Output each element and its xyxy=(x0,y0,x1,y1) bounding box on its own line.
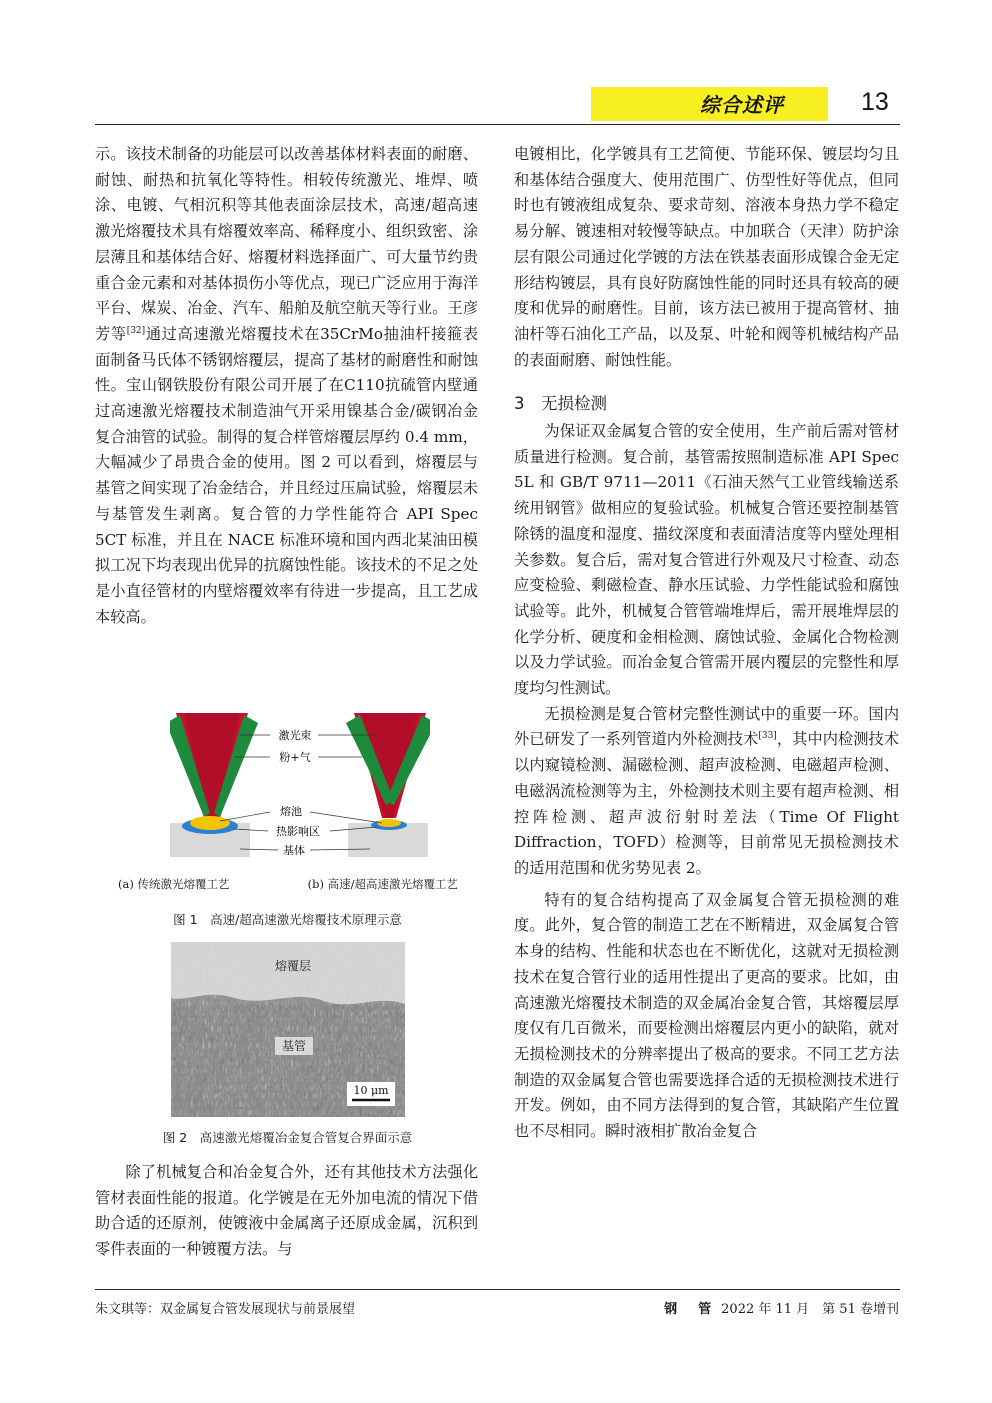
figure-1b-caption: (b) 高速/超高速激光熔覆工艺 xyxy=(307,877,458,891)
section-title: 综合述评 xyxy=(700,93,784,117)
left-paragraph-2: 除了机械复合和冶金复合外，还有其他技术方法强化管材表面性能的报道。化学镀是在无外加电流的情况下借助合适的还原剂，使镀液中金属离子还原成金属，沉积到零件表面的一种镀覆方法。与 xyxy=(95,1163,478,1259)
right-paragraph-1: 电镀相比，化学镀具有工艺简便、节能环保、镀层均匀且和基体结合强度大、使用范围广、仿型性好等优点，但同时也有镀液组成复杂、要求苛刻、溶液本身热力学不稳定易分解、镀速相对较慢等缺点。中加联合（天津）防护涂层有限公司通过化学镀的方法在铁基表面形成镍合金无定形结构镀层，具有良好防腐蚀性能的同时还具有较高的硬度和优异的耐磨性。目前，该方法已被用于提高管材、抽油杆等石油化工产品，以及泵、叶轮和阀等机械结构产品的表面耐磨、耐蚀性能。 xyxy=(514,145,899,369)
page-number: 13 xyxy=(861,88,889,116)
figure-1-diagram xyxy=(170,713,430,858)
figure-1-title: 图 1 高速/超高速激光熔覆技术原理示意 xyxy=(173,912,402,927)
melt-pool-left xyxy=(190,816,230,830)
label-base-pipe: 基管 xyxy=(281,1039,307,1053)
right-paragraph-2: 为保证双金属复合管的安全使用，生产前后需对管材质量进行检测。复合前，基管需按照制造标准 API Spec 5L 和 GB/T 9711—2011《石油天然气工业管线输送系统用钢管》做相应的复验试验。机械复合管还要控制基管除锈的温度和湿度、描纹深度和表面清洁度等内壁处理相关参数。复合后，需对复合管进行外观及尺寸检查、动态应变检验、剩磁检查、静水压试验、力学性能试验和腐蚀试验等。此外，机械复合管管端堆焊后，需开展堆焊层的化学分析、硬度和金相检测、腐蚀试验、金属化合物检测以及力学试验。而冶金复合管需开展内覆层的完整性和厚度均匀性测试。 xyxy=(514,422,899,698)
figure-2-title: 图 2 高速激光熔覆冶金复合管复合界面示意 xyxy=(162,1130,413,1145)
footer-journal-info xyxy=(664,1298,899,1317)
citation-32[interactable]: [32] xyxy=(126,325,146,336)
left-column-lower xyxy=(95,1160,478,1263)
label-melt-pool: 熔池 xyxy=(280,805,302,818)
label-substrate: 基体 xyxy=(283,844,305,857)
right-column xyxy=(514,142,899,1145)
label-haz: 热影响区 xyxy=(276,825,320,838)
footer-rule xyxy=(95,1289,900,1290)
footer-issue: 2022 年 11 月 第 51 卷增刊 xyxy=(721,1302,899,1317)
figure-1-subcaptions xyxy=(118,876,458,892)
figure-2-micrograph xyxy=(171,942,405,1117)
left-paragraph-1: 示。该技术制备的功能层可以改善基体材料表面的耐磨、耐蚀、耐热和抗氧化等特性。相较传统激光、堆焊、喷涂、电镀、气相沉积等其他表面涂层技术，高速/超高速激光熔覆技术具有熔覆效率高、稀释度小、组织致密、涂层薄且和基体结合好、熔覆材料选择面广、可大量节约贵重合金元素和对基体损伤小等优点，现已广泛应用于海洋平台、煤炭、冶金、汽车、船舶及航空航天等行业。王彦芳等[32]通过高速激光熔覆技术在35CrMo抽油杆接箍表面制备马氏体不锈钢熔覆层，提高了基材的耐磨性和耐蚀性。宝山钢铁股份有限公司开展了在C110抗硫管内壁通过高速激光熔覆技术制造油气开采用镍基合金/碳钢冶金复合油管的试验。制得的复合样管熔覆层厚约 0.4 mm，大幅减少了昂贵合金的使用。图 2 可以看到，熔覆层与基管之间实现了冶金结合，并且经过压扁试验，熔覆层未与基管发生剥离。复合管的力学性能符合 API Spec 5CT 标准，并且在 NACE 标准环境和国内西北某油田模拟工况下均表现出优异的抗腐蚀性能。该技术的不足之处是小直径管材的内壁熔覆效率有待进一步提高，且工艺成本较高。 xyxy=(95,145,479,626)
left-column xyxy=(95,142,478,630)
label-coating: 熔覆层 xyxy=(274,959,312,973)
label-laser: 激光束 xyxy=(278,729,312,742)
right-paragraph-3: 无损检测是复合管材完整性测试中的重要一环。国内外已研发了一系列管道内外检测技术[33]，其中内检测技术以内窥镜检测、漏磁检测、超声波检测、电磁超声检测、电磁涡流检测等为主，外检测技术则主要有超声检测、相控阵检测、超声波衍射时差法（Time Of Flight Diffraction，TOFD）检测等，目前常见无损检测技术的适用范围和优劣势见表 2。 xyxy=(514,704,899,877)
header-rule xyxy=(95,124,900,125)
footer-article: 朱文琪等：双金属复合管发展现状与前景展望 xyxy=(95,1302,356,1317)
footer-journal-name: 钢 管 xyxy=(664,1302,716,1317)
section-heading-3: 3 无损检测 xyxy=(514,394,607,414)
citation-33[interactable]: [33] xyxy=(758,731,777,742)
figure-1a-caption: (a) 传统激光熔覆工艺 xyxy=(118,877,230,891)
label-powder-gas: 粉+气 xyxy=(279,751,311,764)
right-paragraph-4: 特有的复合结构提高了双金属复合管无损检测的难度。此外，复合管的制造工艺在不断精进，双金属复合管本身的结构、性能和状态也在不断优化，这就对无损检测技术在复合管行业的适用性提出了更高的要求。比如，由高速激光熔覆技术制造的双金属冶金复合管，其熔覆层厚度仅有几百微米，而要检测出熔覆层内更小的缺陷，就对无损检测技术的分辨率提出了极高的要求。不同工艺方法制造的双金属复合管也需要选择合适的无损检测技术进行开发。例如，由不同方法得到的复合管，其缺陷产生位置也不尽相同。瞬时液相扩散冶金复合 xyxy=(514,890,899,1141)
scale-bar-label: 10 μm xyxy=(353,1084,389,1097)
